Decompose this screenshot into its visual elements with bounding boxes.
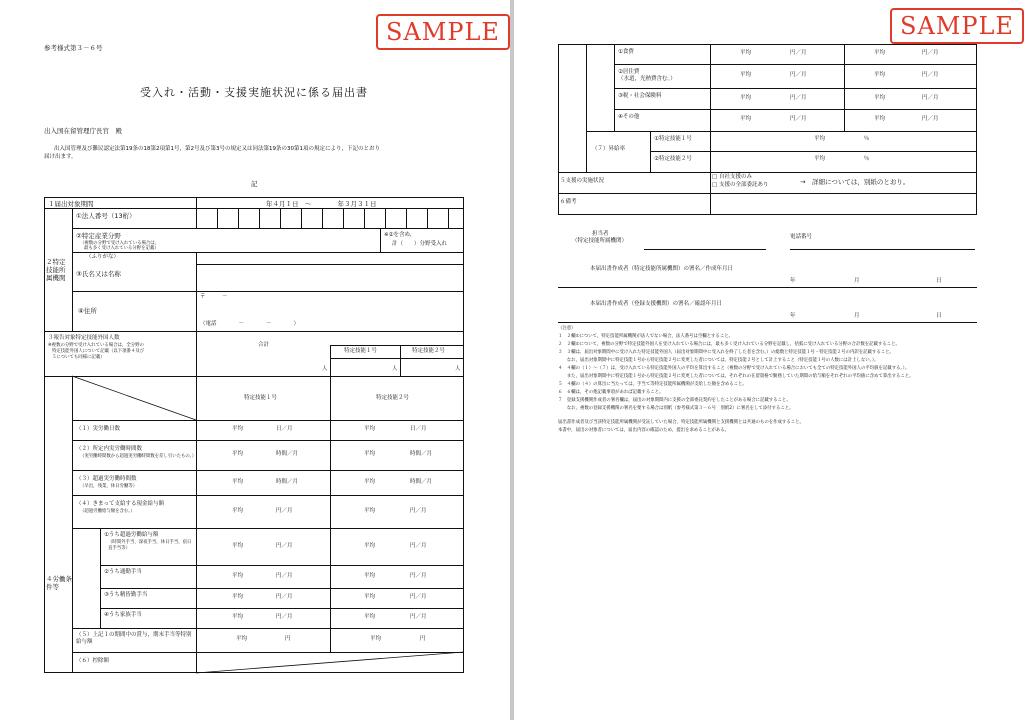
type2-avg: 平均 xyxy=(364,614,376,620)
type2-unit: 円／月 xyxy=(922,116,939,122)
postal-code: 〒 － xyxy=(200,294,228,300)
type2-avg: 平均 xyxy=(364,573,376,579)
signature-support-org: 本届出書作成者（登録支援機関）の署名／確認年月日 xyxy=(590,301,723,307)
type2-unit: 時間／月 xyxy=(410,479,433,485)
row-divider xyxy=(72,528,464,529)
type1-avg: 平均 xyxy=(232,451,244,457)
type2-unit: 時間／月 xyxy=(410,451,433,457)
form-page-left xyxy=(0,0,510,720)
type1-count-unit: 人 xyxy=(392,366,398,372)
type2-unit: 日／月 xyxy=(410,426,427,432)
type2-avg: 平均 xyxy=(874,72,886,78)
ki-heading: 記 xyxy=(251,180,258,188)
sample-stamp: SAMPLE xyxy=(376,14,510,50)
subrow-label: ④うち家族手当 xyxy=(104,612,142,618)
note-item: ３ ３欄は，届出対象期間中に受け入れた特定技能外国人（届出対象期間中に受入れを終了した者を含む。）の総数と特定技能１号・特定技能２号の内訳を記載すること。 xyxy=(558,350,894,355)
type1-unit: 円／月 xyxy=(276,573,293,579)
type1-unit: 円／月 xyxy=(276,543,293,549)
date-month-2: 月 xyxy=(854,313,860,319)
type1-avg: 平均 xyxy=(740,50,752,56)
type2-count-unit: 人 xyxy=(455,366,461,372)
industry-note: （複数の分野で受け入れている場合は， xyxy=(80,241,160,246)
bonus-type1-unit: 円 xyxy=(285,636,291,642)
subrow-indent xyxy=(100,528,101,628)
type2-avg: 平均 xyxy=(874,116,886,122)
note-item: 本書中，届出の対象者については，届出内容の確認のため，提出を求めることがある。 xyxy=(558,428,729,433)
deduction-divider xyxy=(614,109,977,110)
date-day-2: 日 xyxy=(936,313,942,319)
row-sublabel: （早出，残業，休日労働等） xyxy=(80,484,138,489)
page-title: 受入れ・活動・支援実施状況に係る届出書 xyxy=(140,86,368,99)
type1-avg: 平均 xyxy=(740,95,752,101)
industry-count-2: 計（ ）分野受入れ xyxy=(392,241,448,247)
row-divider xyxy=(72,495,464,496)
subrow-label: ①うち超過労働給与額 xyxy=(104,532,159,538)
subrow-label: ③うち精皆勤手当 xyxy=(104,592,148,598)
date-year: 年 xyxy=(790,278,796,284)
bonus-type2-avg: 平均 xyxy=(370,636,382,642)
name-label: ③氏名又は名称 xyxy=(76,270,121,278)
note-item: なお，複数の登録支援機関の署名を要する場合は別紙（参考様式第３－６号 別紙2）に署名をして添付すること。 xyxy=(558,406,794,411)
support-option-outsource[interactable]: □ 支援の全部委託あり xyxy=(712,182,769,188)
type1-unit: 円／月 xyxy=(790,50,807,56)
type1-unit: 時間／月 xyxy=(276,451,299,457)
type1-avg: 平均 xyxy=(740,72,752,78)
type2-unit: 円／月 xyxy=(410,508,427,514)
raise-type1-avg: 平均 xyxy=(814,136,826,142)
form-page-right xyxy=(514,0,1024,720)
support-detail-note: → 詳細については，別紙のとおり。 xyxy=(800,178,910,186)
phone-field: （電話 － － ） xyxy=(200,321,300,327)
date-day: 日 xyxy=(936,278,942,284)
type1-unit: 円／月 xyxy=(790,116,807,122)
type1-avg: 平均 xyxy=(232,543,244,549)
note-item: ４ ４欄の（１）～（７）は，受け入れている特定技能外国人の平均を算出すること（複数の分野で受け入れている場合においても全ての特定技能外国人の平均値を記載する。）。 xyxy=(558,366,910,371)
deduction-divider xyxy=(614,88,977,89)
type2-unit: 円／月 xyxy=(410,594,427,600)
type2-header: 特定技能２号 xyxy=(412,348,446,354)
subrow-divider xyxy=(100,588,464,589)
intro-text: 出入国管理及び難民認定法第19条の18第2項第1号，第2号及び第3号の規定又は同法第19条の30第1項の規定により，下記のとおり xyxy=(54,146,380,152)
support-status-label: ５支援の実施状況 xyxy=(560,178,605,184)
deduction-item-label: ④その他 xyxy=(618,114,640,120)
type1-avg: 平均 xyxy=(232,594,244,600)
type1-avg: 平均 xyxy=(232,479,244,485)
total-label: 合計 xyxy=(258,342,270,348)
support-option-self[interactable]: □ 自社支援のみ xyxy=(712,174,752,180)
row-label: （４）きまって支給する現金給与額 xyxy=(76,501,165,507)
section4-label: ４労働条件等 xyxy=(46,575,72,592)
form-table xyxy=(44,197,464,673)
subrow-divider xyxy=(100,608,464,609)
raise-rate-label: （７）昇給率 xyxy=(592,146,626,152)
col-type2-header: 特定技能２号 xyxy=(376,395,410,401)
total-count-unit: 人 xyxy=(322,366,328,372)
remarks-label: ６備考 xyxy=(560,199,577,205)
addressee: 出入国在留管理庁長官 殿 xyxy=(44,127,122,135)
period-label: １届出対象期間 xyxy=(48,200,94,208)
section3-note-3: ５についても同様に記載） xyxy=(52,355,105,360)
contact-label-2: （特定技能所属機関） xyxy=(572,238,628,244)
form-id: 参考様式第３－６号 xyxy=(44,44,103,52)
type2-avg: 平均 xyxy=(364,508,376,514)
type1-unit: 時間／月 xyxy=(276,479,299,485)
section3-label: ３報告対象特定技能外国人数 xyxy=(48,335,120,341)
type2-avg: 平均 xyxy=(364,594,376,600)
intro-text-2: 届け出ます。 xyxy=(44,154,77,160)
type2-unit: 円／月 xyxy=(410,614,427,620)
col-type1-header: 特定技能１号 xyxy=(244,395,278,401)
bonus-type1-avg: 平均 xyxy=(236,636,248,642)
note-item: ２ ２欄②について，複数の分野で特定技能外国人を受け入れている場合には，最も多く受け入れている分野を記載し，括弧に受け入れている分野の合計数を記載すること。 xyxy=(558,342,900,347)
type2-avg: 平均 xyxy=(874,95,886,101)
subrow-sublabel: （時間外手当，深夜手当，休日手当，宿日直手当等） xyxy=(108,540,192,551)
raise-type2-avg: 平均 xyxy=(814,156,826,162)
corp-no-label: ①法人番号（13桁） xyxy=(76,212,136,220)
deduction-item-label: ②居住費 xyxy=(618,69,640,75)
bonus-label: （５）上記１の期間中の賞与，期末手当等特別給与額 xyxy=(76,632,192,645)
section3-note-2: 特定技能外国人について記載（以下項番４及び xyxy=(52,349,145,354)
note-item: ６ ６欄は，その他記載事項があれば記載すること。 xyxy=(558,390,664,395)
type1-header: 特定技能１号 xyxy=(344,348,378,354)
row-sublabel: （実労働時間数から超過実労働時間数を差し引いたもの。） xyxy=(80,454,197,459)
note-item: なお，届出対象期間中に特定技能１号から特定技能２号に変更した者については，特定技能２号として計上すること（特定技能１号の人数には計上しない。）。 xyxy=(558,358,879,363)
type2-unit: 円／月 xyxy=(922,72,939,78)
type2-avg: 平均 xyxy=(364,479,376,485)
type1-avg: 平均 xyxy=(740,116,752,122)
industry-count: ※②を含め， xyxy=(384,232,416,238)
date-month: 月 xyxy=(854,278,860,284)
note-item: ７ 登録支援機関作成者の署名欄は，届出の対象期間内に支援の全部委託契約をしたことがある場合に記載すること。 xyxy=(558,398,791,403)
raise-type1-label: ①特定技能１号 xyxy=(654,136,692,142)
phone-label: 電話番号 xyxy=(790,234,813,240)
row-label: （３）超過実労働時間数 xyxy=(76,476,137,482)
row-divider xyxy=(72,470,464,471)
type2-unit: 円／月 xyxy=(922,50,939,56)
deduction-item-label: ①食費 xyxy=(618,49,634,55)
type1-unit: 円／月 xyxy=(276,594,293,600)
row-label: （１）実労働日数 xyxy=(76,426,121,432)
signature-affiliation: 本届出書作成者（特定技能所属機関）の署名／作成年月日 xyxy=(590,266,734,272)
note-item: １ ２欄①について，特定技能所属機関が法人でない場合，法人番号は空欄とすること。 xyxy=(558,334,733,339)
type1-avg: 平均 xyxy=(232,426,244,432)
date-year-2: 年 xyxy=(790,313,796,319)
section2-label: ２特定技能所属機関 xyxy=(46,258,66,283)
type1-unit: 日／月 xyxy=(276,426,293,432)
type1-avg: 平均 xyxy=(232,508,244,514)
notes-title: （注意） xyxy=(558,326,576,331)
type1-unit: 円／月 xyxy=(276,614,293,620)
type2-avg: 平均 xyxy=(364,451,376,457)
contact-label: 担当者 xyxy=(592,231,609,237)
header-diagonal xyxy=(72,376,196,420)
deduction-item-label: ③税・社会保険料 xyxy=(618,93,662,99)
row-divider xyxy=(72,440,464,441)
type2-avg: 平均 xyxy=(364,426,376,432)
raise-type1-unit: ％ xyxy=(864,136,870,142)
type2-unit: 円／月 xyxy=(922,95,939,101)
raise-type2-label: ②特定技能２号 xyxy=(654,156,692,162)
industry-label: ②特定産業分野 xyxy=(76,232,121,240)
type1-unit: 円／月 xyxy=(790,72,807,78)
furigana-label: （ふりがな） xyxy=(86,254,120,260)
raise-type2-unit: ％ xyxy=(864,156,870,162)
section3-note: ※複数の分野で受け入れている場合は，全分野の xyxy=(48,343,144,348)
note-item: 届出書作成者及び当該特定技能所属機関が受託していた場合，特定技能所属機関と支援機関とは共通のものを作成すること。 xyxy=(558,420,804,425)
type1-unit: 円／月 xyxy=(790,95,807,101)
type2-unit: 円／月 xyxy=(410,543,427,549)
type1-avg: 平均 xyxy=(232,573,244,579)
note-item: また，届出対象期間中に特定技能１号から特定技能２号に変更した者については，それぞれの在留資格で勤務していた期間の給与額をそれぞれの平均値に含めて算出すること。 xyxy=(558,374,914,379)
deduction-diagonal xyxy=(196,652,464,673)
bonus-type2-unit: 円 xyxy=(420,636,426,642)
subrow-divider xyxy=(100,565,464,566)
address-label: ④住所 xyxy=(78,307,97,315)
row-label: （２）所定内実労働時間数 xyxy=(76,446,143,452)
deduction-divider xyxy=(614,64,977,65)
deduction-item-sublabel: （水道，光熱費含む。） xyxy=(618,76,676,82)
row-sublabel: （超過労働給与額を含む。） xyxy=(80,509,135,514)
type2-avg: 平均 xyxy=(874,50,886,56)
sample-stamp-2: SAMPLE xyxy=(890,8,1024,44)
type1-avg: 平均 xyxy=(232,614,244,620)
period-value: 年４月１日 ～ 年３月３１日 xyxy=(266,200,377,208)
note-item: ５ ４欄の（４）の算出に当たっては，手当て等特定技能所属機関が支給した額を含めること。 xyxy=(558,382,747,387)
subrow-label: ②うち通勤手当 xyxy=(104,569,142,575)
type2-avg: 平均 xyxy=(364,543,376,549)
type2-unit: 円／月 xyxy=(410,573,427,579)
deduction-label: （６）控除額 xyxy=(76,658,110,664)
type1-unit: 円／月 xyxy=(276,508,293,514)
industry-note-2: 最も多く受け入れている分野を記載） xyxy=(84,246,159,251)
